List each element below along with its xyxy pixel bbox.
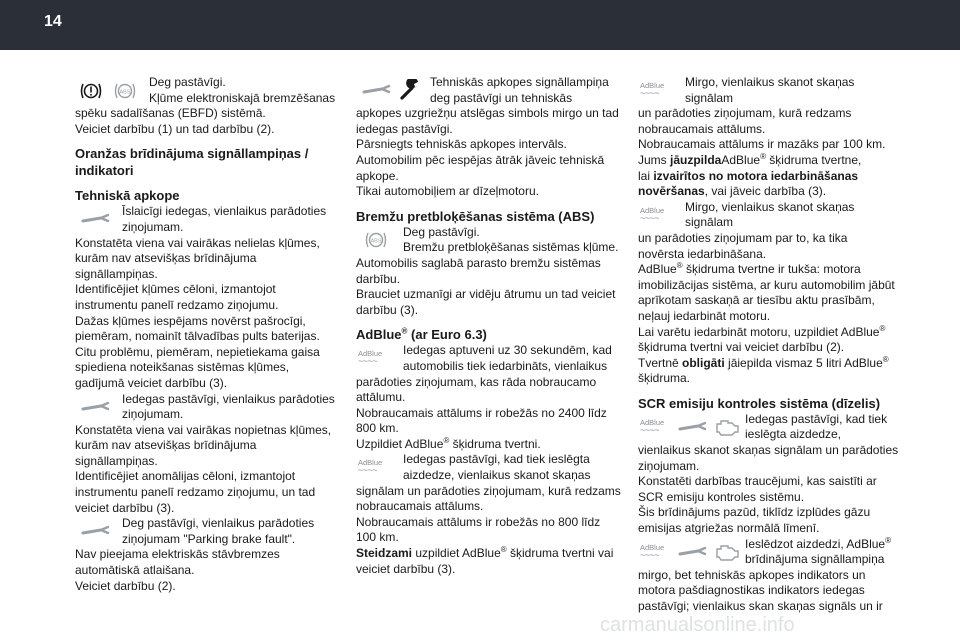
- maint-line-2: ziņojumam.: [122, 219, 184, 234]
- adblue-icon-box-1: [356, 343, 401, 373]
- abs-heading: Bremžu pretbloķēšanas sistēma (ABS): [356, 208, 595, 224]
- parkbrake-line-1: Deg pastāvīgi, vienlaikus parādoties: [122, 516, 315, 531]
- abs-text: Automobilis saglabā parasto bremžu sistēmas darbību. Brauciet uzmanīgi ar vidēju ātrumu un tad veiciet darbību (3).: [356, 255, 616, 317]
- adblue-must-fill: Jums jāuzpildaAdBlue® šķidruma tvertne,: [638, 151, 862, 167]
- abs-icon: [364, 230, 388, 250]
- adblue-flash-text: nobraucamais attālums. Nobraucamais attālums ir mazāks par 100 km.: [638, 121, 886, 152]
- adblue-flash-line-2: un parādoties ziņojumam, kurā redzams: [638, 106, 852, 121]
- abs-icon-box: [356, 225, 401, 255]
- adblue-steady-line-1: Iedegas pastāvīgi, kad tiek ieslēgta: [403, 452, 590, 467]
- adblue-avoid-text: lai izvairītos no motora iedarbināšanas novēršanas, vai jāveic darbība (3).: [638, 168, 859, 199]
- adblue-flash-line-1: Mirgo, vienlaikus skanot skaņas signālam: [685, 75, 855, 105]
- service-line-1: Tehniskās apkopes signāllampiņa: [430, 75, 609, 89]
- adblue-30s-line-2: automobilis tiek iedarbināts, vienlaikus: [403, 358, 608, 373]
- section-heading-orange: Oranžas brīdinājuma signāllampiņas / indikatori: [75, 146, 309, 179]
- ebfd-text: spēku sadalīšanas (EBFD) sistēmā.: [75, 106, 266, 121]
- scr-line-1: Iedegas pastāvīgi, kad tiek: [745, 411, 888, 426]
- abs-line-2: Bremžu pretbloķēšanas sistēmas kļūme.: [403, 240, 619, 255]
- ebfd-line-2: Kļūme elektroniskajā bremzēšanas: [149, 90, 336, 105]
- wrench-icon: [81, 524, 111, 538]
- wrench-icon: [81, 400, 111, 414]
- adblue-icon: AdBlue ~~~~: [640, 81, 665, 98]
- column-1: [75, 75, 337, 594]
- scr-ignition-text: mirgo, bet tehniskās apkopes indikators un motora pašdiagnostikas indikators iedegas pastāvīgi; vienlaikus skan skaņas signāls un ir: [638, 567, 883, 613]
- brake-warning-icon: [79, 81, 103, 101]
- scr-heading: SCR emisiju kontroles sistēma (dīzelis): [638, 395, 881, 411]
- page-number: 14: [44, 13, 62, 30]
- adblue-icon-box-3: [638, 75, 683, 105]
- scr-icons-2: [638, 537, 743, 567]
- service-text: apkopes uzgriežņu atslēgas simbols mirgo un tad iedegas pastāvīgi. Pārsniegts tehniskās apkopes intervāls. Automobilim pēc iespējas ātrāk jāveic tehniskā apkope. Tikai automobiļiem ar dīzeļmotoru.: [356, 106, 619, 199]
- adblue-icon-box-2: [356, 452, 401, 482]
- adblue-empty-text: AdBlue® šķidruma tvertne ir tukša: motora imobilizācijas sistēma, ar kuru automobilim jābūt aprīkotam saskaņā ar tiesību aktu prasībām, neļauj iedarbināt motoru.: [638, 261, 895, 323]
- wrench-icon: [81, 212, 111, 226]
- wrench-icon: [678, 545, 708, 559]
- svg-text:ABS: ABS: [370, 238, 382, 245]
- spanner-icon: [398, 79, 422, 101]
- adblue-icon: AdBlue ~~~~: [640, 205, 665, 223]
- serious-line-1: Iedegas pastāvīgi, vienlaikus parādoties: [122, 391, 335, 406]
- adblue-heading: AdBlue® (ar Euro 6.3): [356, 326, 487, 343]
- wrench-icon-box-2: [75, 392, 120, 422]
- serious-line-2: ziņojumam.: [122, 407, 184, 422]
- abs-line-1: Deg pastāvīgi.: [403, 224, 480, 239]
- parkbrake-text: Nav pieejama elektriskās stāvbremzes automātiskā atlaišana. Veiciet darbību (2).: [75, 547, 280, 593]
- maint-text: Konstatēta viena vai vairākas nelielas kļūmes, kurām nav atsevišķas brīdinājuma signāllampiņas. Identificējiet kļūmes cēloni, izmantojot instrumentu panelī redzamo ziņojumu. Dažas kļūmes iespējams novērst pašrocīgi, piemēram, nomainīt tālvadības pults baterijas. Citu problēmu, piemēram, nepietiekama gaisa spiediena noteikšanas sistēmas kļūmes, gadījumā veiciet darbību (3).: [75, 235, 320, 390]
- brake-warning-icons: [75, 75, 147, 105]
- wrench-icon-box-1: [75, 204, 120, 234]
- ebfd-line-1: Deg pastāvīgi.: [149, 75, 226, 89]
- scr-line-2: ieslēgta aizdedze,: [745, 427, 842, 442]
- adblue-30s-text: parādoties ziņojumam, kas rāda nobraucamo attālumu. Nobraucamais attālums ir robežās no 2400 līdz 800 km.: [356, 374, 607, 436]
- scr-ignition-line-1: Ieslēdzot aizdedzi, AdBlue®: [745, 535, 891, 551]
- adblue-icon-box-4: [638, 200, 683, 230]
- adblue-icon: AdBlue ~~~~: [358, 458, 383, 476]
- adblue-min-litres: Tvertnē obligāti jāiepilda vismaz 5 litri AdBlue® šķidruma.: [638, 354, 889, 386]
- serious-text: Konstatēta viena vai vairākas nopietnas kļūmes, kurām nav atsevišķas brīdinājuma signāllampiņas. Identificējiet anomālijas cēloni, izmantojot instrumentu panelī redzamo ziņojumu, un tad veiciet darbību (3).: [75, 422, 332, 515]
- engine-icon: [714, 416, 740, 438]
- abs-warning-icon: [113, 81, 137, 101]
- engine-icon: [714, 541, 740, 563]
- column-2: [356, 75, 621, 577]
- page-header-bar: [0, 0, 960, 50]
- adblue-steady-line-2: aizdedze, vienlaikus skanot skaņas: [403, 468, 591, 483]
- svg-text:ABS: ABS: [119, 89, 131, 96]
- adblue-30s-line-1: Iedegas aptuveni uz 30 sekundēm, kad: [403, 343, 612, 358]
- adblue-steady-text: signālam un parādoties ziņojumam, kurā redzams nobraucamais attālums. Nobraucamais attālums ir robežās no 800 līdz 100 km.: [356, 483, 621, 545]
- wrench-icon: [362, 83, 392, 97]
- adblue-prevented-text: novērsta iedarbināšana.: [638, 246, 767, 261]
- adblue-icon: AdBlue ~~~~: [640, 417, 665, 435]
- adblue-urgent-text: Steidzami uzpildiet AdBlue® šķidruma tvertni vai veiciet darbību (3).: [356, 545, 614, 576]
- maint-line-1: Īslaicīgi iedegas, vienlaikus parādoties: [122, 204, 327, 219]
- adblue-prevented-line-1: Mirgo, vienlaikus skanot skaņas signālam: [685, 199, 855, 230]
- scr-text: vienlaikus skanot skaņas signālam un parādoties ziņojumam. Konstatēti darbības traucējumi, kas saistīti ar SCR emisiju kontroles sistēmu. Šis brīdinājums pazūd, tiklīdz izplūdes gāzu emisijas atgriežas normālā līmenī.: [638, 443, 899, 536]
- adblue-fill-text: Uzpildiet AdBlue® šķidruma tvertni.: [356, 435, 541, 451]
- adblue-icon: AdBlue ~~~~: [358, 349, 383, 367]
- scr-icons-1: [638, 412, 743, 442]
- wrench-icon-box-3: [75, 516, 120, 546]
- scr-ignition-line-2: brīdinājuma signāllampiņa: [745, 552, 885, 567]
- column-3: [638, 75, 903, 615]
- wrench-icon: [678, 420, 708, 434]
- parkbrake-line-2: ziņojumam "Parking brake fault".: [122, 531, 296, 546]
- adblue-prevented-line-2: un parādoties ziņojumam par to, ka tika: [638, 230, 848, 245]
- subheading-maintenance: Tehniskā apkope: [75, 188, 180, 204]
- service-line-2: deg pastāvīgi un tehniskās: [430, 90, 573, 105]
- adblue-restart-text: Lai varētu iedarbināt motoru, uzpildiet AdBlue® šķidruma tvertni vai veiciet darbību (2).: [638, 323, 886, 355]
- watermark: carmanualsonline.info: [600, 614, 795, 636]
- ebfd-action: Veiciet darbību (1) un tad darbību (2).: [75, 121, 275, 136]
- adblue-icon: AdBlue ~~~~: [640, 542, 665, 560]
- service-icons: [356, 75, 428, 105]
